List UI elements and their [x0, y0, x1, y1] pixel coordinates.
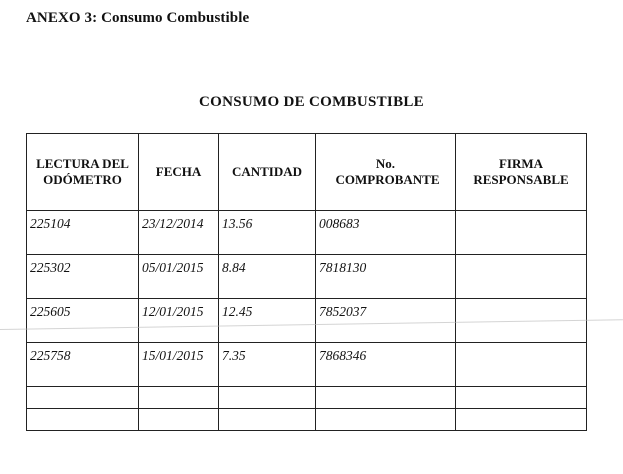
- cell-odometer: 225758: [27, 343, 139, 387]
- cell-empty: [456, 409, 587, 431]
- annex-title: ANEXO 3: Consumo Combustible: [26, 10, 250, 26]
- cell-receipt: 008683: [316, 211, 456, 255]
- cell-quantity: 12.45: [219, 299, 316, 343]
- cell-date: 12/01/2015: [139, 299, 219, 343]
- cell-quantity: 8.84: [219, 255, 316, 299]
- cell-odometer: 225104: [27, 211, 139, 255]
- cell-date: 05/01/2015: [139, 255, 219, 299]
- cell-empty: [139, 387, 219, 409]
- cell-date: 15/01/2015: [139, 343, 219, 387]
- cell-signature: [456, 343, 587, 387]
- cell-empty: [456, 387, 587, 409]
- cell-empty: [27, 387, 139, 409]
- table-row-empty: [27, 409, 587, 431]
- table-title: CONSUMO DE COMBUSTIBLE: [199, 94, 424, 110]
- table-row: [27, 343, 587, 387]
- header-receipt-number: No. COMPROBANTE: [316, 134, 456, 211]
- header-quantity: CANTIDAD: [219, 134, 316, 211]
- cell-odometer: 225605: [27, 299, 139, 343]
- cell-odometer: 225302: [27, 255, 139, 299]
- header-responsible-signature: FIRMA RESPONSABLE: [456, 134, 587, 211]
- cell-empty: [219, 387, 316, 409]
- cell-empty: [139, 409, 219, 431]
- cell-receipt: 7852037: [316, 299, 456, 343]
- table-row-empty: [27, 387, 587, 409]
- cell-empty: [316, 387, 456, 409]
- cell-quantity: 7.35: [219, 343, 316, 387]
- cell-receipt: 7868346: [316, 343, 456, 387]
- header-odometer: LECTURA DEL ODÓMETRO: [27, 134, 139, 211]
- cell-empty: [316, 409, 456, 431]
- table-header-row: [27, 134, 587, 211]
- fuel-consumption-table: [26, 133, 587, 431]
- cell-receipt: 7818130: [316, 255, 456, 299]
- cell-empty: [27, 409, 139, 431]
- cell-empty: [219, 409, 316, 431]
- cell-signature: [456, 211, 587, 255]
- cell-signature: [456, 255, 587, 299]
- cell-date: 23/12/2014: [139, 211, 219, 255]
- cell-quantity: 13.56: [219, 211, 316, 255]
- table-row: [27, 211, 587, 255]
- header-date: FECHA: [139, 134, 219, 211]
- table-row: [27, 255, 587, 299]
